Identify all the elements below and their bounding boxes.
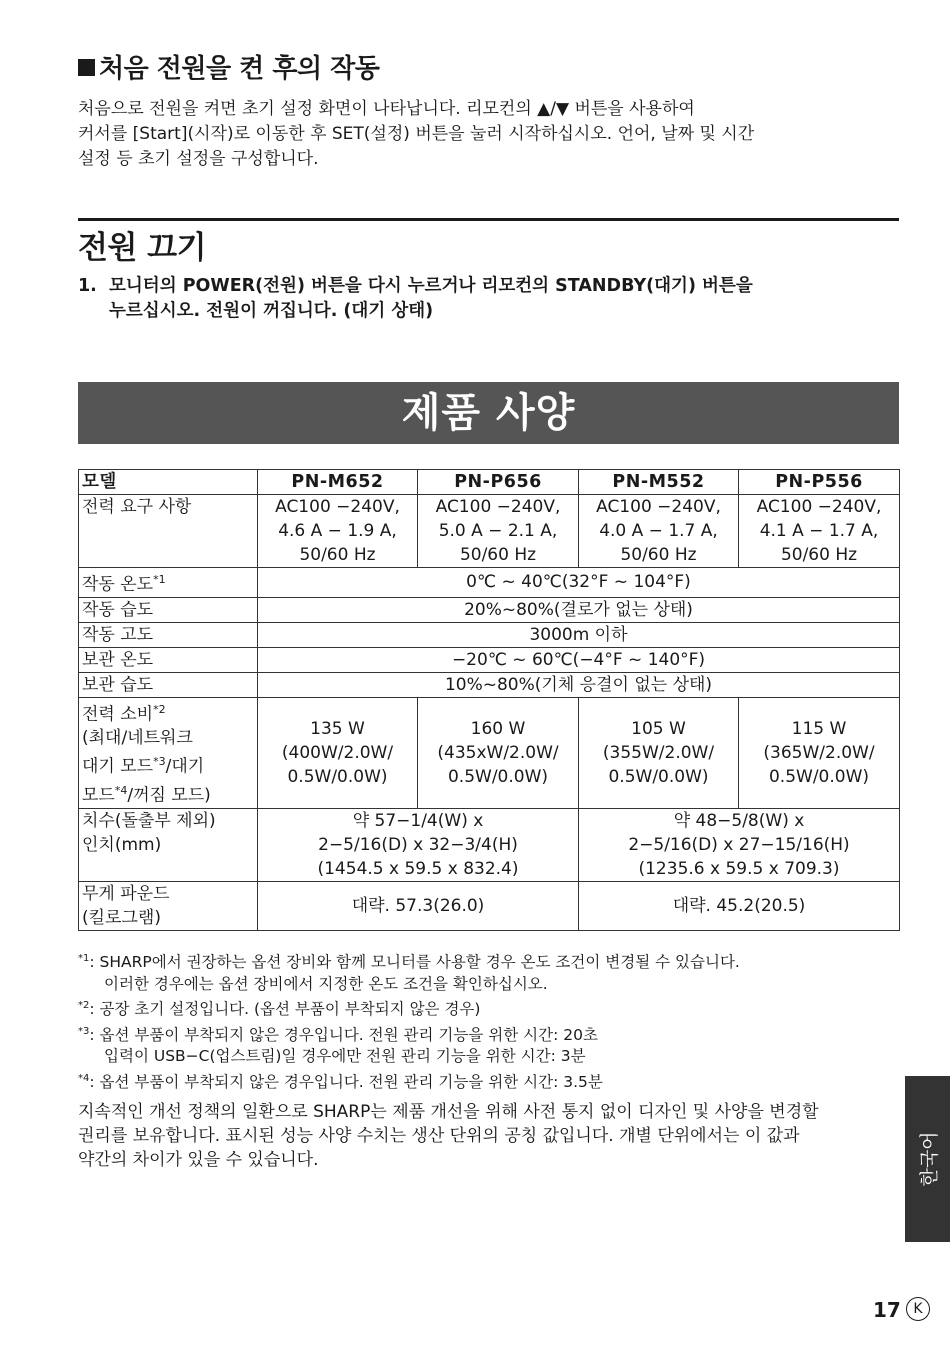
footnote-mark: *4 [114, 783, 128, 797]
cell-line: 5.0 A − 2.1 A, [438, 521, 558, 541]
spec-banner [78, 382, 899, 444]
label-line: 모드 [82, 785, 115, 806]
row-label-text: 작동 온도 [82, 574, 154, 595]
cell-line: 2−5/16(D) x 32−3/4(H) [318, 834, 518, 855]
table-row-weight [79, 881, 900, 930]
label-line: 전력 소비 [82, 704, 154, 725]
model-name: PN-P656 [418, 470, 579, 495]
cell-line: 160 W [470, 718, 526, 739]
row-label [79, 568, 258, 598]
cell-line: 4.1 A − 1.7 A, [759, 521, 879, 541]
footnote-text: : 옵션 부품이 부착되지 않은 경우입니다. 전원 관리 기능을 위한 시간: 20초 [89, 1025, 598, 1044]
footnote-text: : SHARP에서 권장하는 옵션 장비와 함께 모니터를 사용할 경우 온도 조건이 변경될 수 있습니다. [89, 953, 740, 972]
table-row-header [79, 470, 900, 495]
cell-line: 115 W [791, 718, 847, 739]
label-line: 인치(mm) [82, 834, 162, 855]
cell-line: AC100 −240V, [756, 497, 882, 517]
row-label: 작동 습도 [79, 597, 258, 622]
label-line: /대기 [165, 756, 205, 777]
label-line: (최대/네트워크 [82, 728, 193, 749]
label-line: 치수(돌출부 제외) [82, 810, 216, 831]
section-title-text: 처음 전원을 켠 후의 작동 [99, 54, 380, 84]
table-row-storage-temp [79, 647, 900, 672]
footnote [78, 948, 740, 974]
intro-line: 설정 등 초기 설정을 구성합니다. [78, 149, 319, 169]
footnote-continuation: 이러한 경우에는 옵션 장비에서 지정한 온도 조건을 확인하십시오. [104, 974, 548, 993]
cell-line: (355W/2.0W/ [602, 742, 715, 763]
cell-line: 4.6 A − 1.9 A, [278, 521, 397, 541]
table-row-storage-humidity [79, 672, 900, 697]
label-line: /꺼짐 모드) [127, 785, 211, 806]
power-req-cell [579, 495, 739, 568]
footnote-mark: *2 [153, 702, 166, 716]
model-name: PN-M652 [258, 470, 418, 495]
label-line: (킬로그램) [82, 907, 161, 928]
disclaimer-line: 지속적인 개선 정책의 일환으로 SHARP는 제품 개선을 위해 사전 통지 없이 디자인 및 사양을 변경할 [78, 1102, 819, 1122]
cell-line: 0.5W/0.0W) [608, 766, 709, 787]
footnote-mark: *3 [78, 1025, 90, 1037]
language-tab-label: 한국어 [918, 1131, 940, 1187]
table-row-power-req [79, 495, 900, 568]
step-number: 1. [78, 276, 97, 296]
cell-line: 50/60 Hz [459, 545, 537, 565]
power-consumption-cell [579, 697, 739, 808]
op-humidity-value: 20%~80%(결로가 없는 상태) [258, 597, 900, 622]
row-label [79, 881, 258, 930]
label-line: 무게 파운드 [82, 883, 170, 904]
model-name: PN-P556 [739, 470, 900, 495]
spec-title: 제품 사양 [401, 390, 576, 436]
cell-line: 105 W [631, 718, 686, 739]
intro-line: 커서를 [Start](시작)로 이동한 후 SET(설정) 버튼을 눌러 시작하십시오. 언어, 날짜 및 시간 [78, 124, 755, 144]
row-label [79, 697, 258, 808]
table-row-power-consumption [79, 697, 900, 808]
dimensions-cell [579, 808, 900, 881]
row-label [79, 808, 258, 881]
intro-line: 처음으로 전원을 켜면 초기 설정 화면이 나타납니다. 리모컨의 ▲/▼ 버튼을 사용하여 [78, 99, 695, 119]
row-label: 보관 습도 [79, 672, 258, 697]
cell-line: (365W/2.0W/ [763, 742, 875, 763]
footnote-mark: *1 [78, 953, 90, 964]
cell-line: (435xW/2.0W/ [437, 742, 559, 763]
language-marker-icon: K [906, 1297, 930, 1321]
cell-line: 2−5/16(D) x 27−15/16(H) [628, 834, 850, 855]
power-req-cell [739, 495, 900, 568]
op-altitude-value: 3000m 이하 [258, 622, 900, 647]
cell-line: 약 48−5/8(W) x [673, 810, 805, 831]
square-bullet-icon [78, 59, 95, 76]
cell-line: 0.5W/0.0W) [447, 766, 549, 787]
storage-temp-value: −20℃ ~ 60℃(−4°F ~ 140°F) [258, 647, 900, 672]
disclaimer-paragraph [78, 1100, 819, 1172]
footnote-mark: *1 [153, 573, 166, 586]
storage-humidity-value: 10%~80%(기체 응결이 없는 상태) [258, 672, 900, 697]
cell-line: 50/60 Hz [620, 545, 697, 565]
cell-line: 4.0 A − 1.7 A, [599, 521, 718, 541]
cell-line: (1454.5 x 59.5 x 832.4) [317, 858, 519, 879]
power-off-title: 전원 끄기 [78, 230, 207, 266]
cell-line: 50/60 Hz [780, 545, 858, 565]
step-1 [78, 274, 753, 324]
cell-line: 약 57−1/4(W) x [352, 810, 484, 831]
cell-line: 50/60 Hz [299, 545, 376, 565]
cell-line: (1235.6 x 59.5 x 709.3) [638, 858, 840, 879]
power-req-cell [258, 495, 418, 568]
weight-cell: 대략. 45.2(20.5) [579, 881, 900, 930]
intro-paragraph [78, 97, 908, 172]
power-req-cell [418, 495, 579, 568]
table-row-op-humidity [79, 597, 900, 622]
label-line: 대기 모드 [82, 756, 154, 777]
row-label: 작동 고도 [79, 622, 258, 647]
weight-cell: 대략. 57.3(26.0) [258, 881, 579, 930]
footnote-continuation: 입력이 USB−C(업스트림)일 경우에만 전원 관리 기능을 위한 시간: 3분 [104, 1047, 586, 1066]
row-label: 보관 온도 [79, 647, 258, 672]
footnote [78, 995, 740, 1021]
cell-line: AC100 −240V, [596, 497, 721, 517]
language-tab [905, 1076, 950, 1242]
footnote-text: : 옵션 부품이 부착되지 않은 경우입니다. 전원 관리 기능을 위한 시간: 3.5분 [89, 1073, 603, 1092]
power-consumption-cell [739, 697, 900, 808]
model-name: PN-M552 [579, 470, 739, 495]
header-label: 모델 [79, 470, 258, 495]
cell-line: 0.5W/0.0W) [287, 766, 388, 787]
footnote [78, 1021, 740, 1047]
dimensions-cell [258, 808, 579, 881]
page-number: 17 [873, 1298, 901, 1322]
cell-line: 0.5W/0.0W) [768, 766, 870, 787]
footnotes [78, 948, 740, 1094]
cell-line: 135 W [310, 718, 365, 739]
spec-table [78, 469, 900, 931]
op-temp-value: 0℃ ~ 40℃(32°F ~ 104°F) [258, 568, 900, 598]
cell-line: (400W/2.0W/ [281, 742, 394, 763]
step-line: 모니터의 POWER(전원) 버튼을 다시 누르거나 리모컨의 STANDBY(대기) 버튼을 [109, 276, 753, 296]
cell-line: AC100 −240V, [275, 497, 400, 517]
table-row-op-altitude [79, 622, 900, 647]
step-line: 누르십시오. 전원이 꺼집니다. (대기 상태) [109, 301, 434, 321]
disclaimer-line: 약간의 차이가 있을 수 있습니다. [78, 1150, 319, 1170]
table-row-dimensions [79, 808, 900, 881]
footnote-mark: *2 [78, 1000, 90, 1012]
footnote [78, 1068, 740, 1094]
footnote-mark: *3 [153, 755, 166, 769]
section-divider [78, 218, 899, 221]
footnote-mark: *4 [78, 1072, 90, 1084]
power-consumption-cell [258, 697, 418, 808]
cell-line: AC100 −240V, [435, 497, 561, 517]
row-label: 전력 요구 사항 [79, 495, 258, 568]
power-consumption-cell [418, 697, 579, 808]
table-row-op-temp [79, 568, 900, 598]
footnote-text: : 공장 초기 설정입니다. (옵션 부품이 부착되지 않은 경우) [89, 1000, 481, 1019]
disclaimer-line: 권리를 보유합니다. 표시된 성능 사양 수치는 생산 단위의 공칭 값입니다. 개별 단위에서는 이 값과 [78, 1126, 800, 1146]
section-title [78, 48, 379, 85]
